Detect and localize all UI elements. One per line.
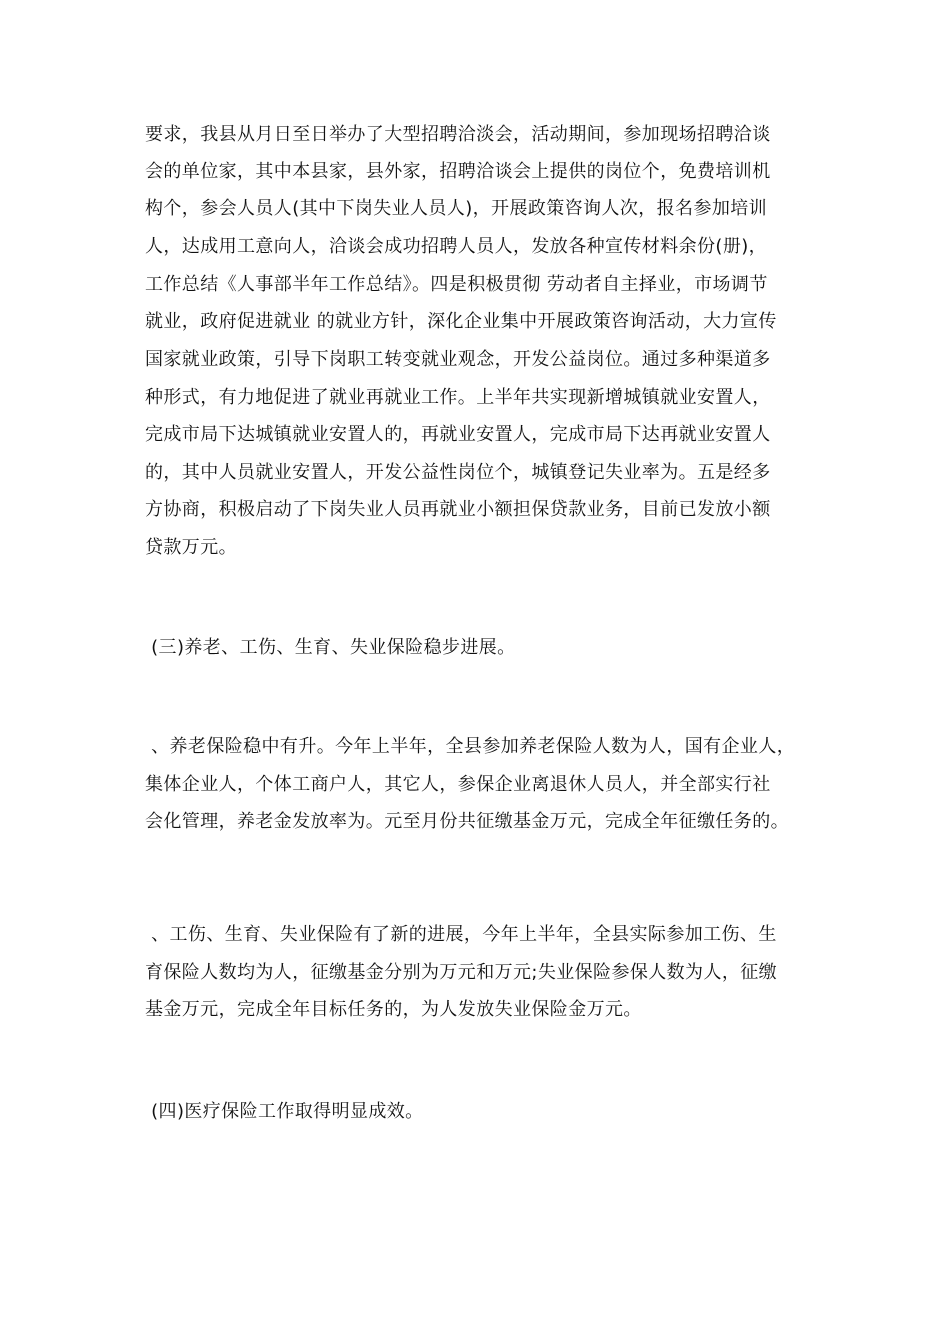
paragraph-3-line-3: 基金万元，完成全年目标任务的，为人发放失业保险金万元。 bbox=[145, 999, 642, 1020]
paragraph-1-line-7: 国家就业政策，引导下岗职工转变就业观念，开发公益岗位。通过多种渠道多 bbox=[145, 349, 771, 370]
paragraph-1-line-4: 人，达成用工意向人，洽谈会成功招聘人员人，发放各种宣传材料余份(册)， bbox=[145, 236, 768, 257]
paragraph-1-line-2: 会的单位家，其中本县家，县外家，招聘洽谈会上提供的岗位个，免费培训机 bbox=[145, 161, 771, 182]
section-heading-3: (三)养老、工伤、生育、失业保险稳步进展。 bbox=[145, 637, 516, 658]
paragraph-1-line-12: 贷款万元。 bbox=[145, 537, 237, 558]
paragraph-1-line-5: 工作总结《人事部半年工作总结》。四是积极贯彻 劳动者自主择业，市场调节 bbox=[145, 274, 768, 295]
paragraph-1-line-9: 完成市局下达城镇就业安置人的，再就业安置人，完成市局下达再就业安置人 bbox=[145, 424, 771, 445]
paragraph-3-line-1: 、工伤、生育、失业保险有了新的进展，今年上半年，全县实际参加工伤、生 bbox=[145, 924, 777, 945]
section-heading-4: (四)医疗保险工作取得明显成效。 bbox=[145, 1101, 424, 1122]
paragraph-2-line-3: 会化管理，养老金发放率为。元至月份共征缴基金万元，完成全年征缴任务的。 bbox=[145, 811, 789, 832]
paragraph-3-line-2: 育保险人数均为人，征缴基金分别为万元和万元;失业保险参保人数为人，征缴 bbox=[145, 962, 778, 983]
paragraph-1-line-1: 要求，我县从月日至日举办了大型招聘洽淡会，活动期间，参加现场招聘洽谈 bbox=[145, 124, 771, 145]
paragraph-1-line-10: 的，其中人员就业安置人，开发公益性岗位个，城镇登记失业率为。五是经多 bbox=[145, 462, 771, 483]
paragraph-2-line-2: 集体企业人，个体工商户人，其它人，参保企业离退休人员人，并全部实行社 bbox=[145, 774, 771, 795]
paragraph-1-line-11: 方协商，积极启动了下岗失业人员再就业小额担保贷款业务，目前已发放小额 bbox=[145, 499, 771, 520]
paragraph-1-line-3: 构个，参会人员人(其中下岗失业人员人)，开展政策咨询人次，报名参加培训 bbox=[145, 198, 768, 219]
paragraph-1-line-8: 种形式，有力地促进了就业再就业工作。上半年共实现新增城镇就业安置人， bbox=[145, 387, 771, 408]
paragraph-2-line-1: 、养老保险稳中有升。今年上半年，全县参加养老保险人数为人，国有企业人， bbox=[145, 736, 796, 757]
paragraph-1-line-6: 就业，政府促进就业 的就业方针，深化企业集中开展政策咨询活动，大力宣传 bbox=[145, 311, 777, 332]
